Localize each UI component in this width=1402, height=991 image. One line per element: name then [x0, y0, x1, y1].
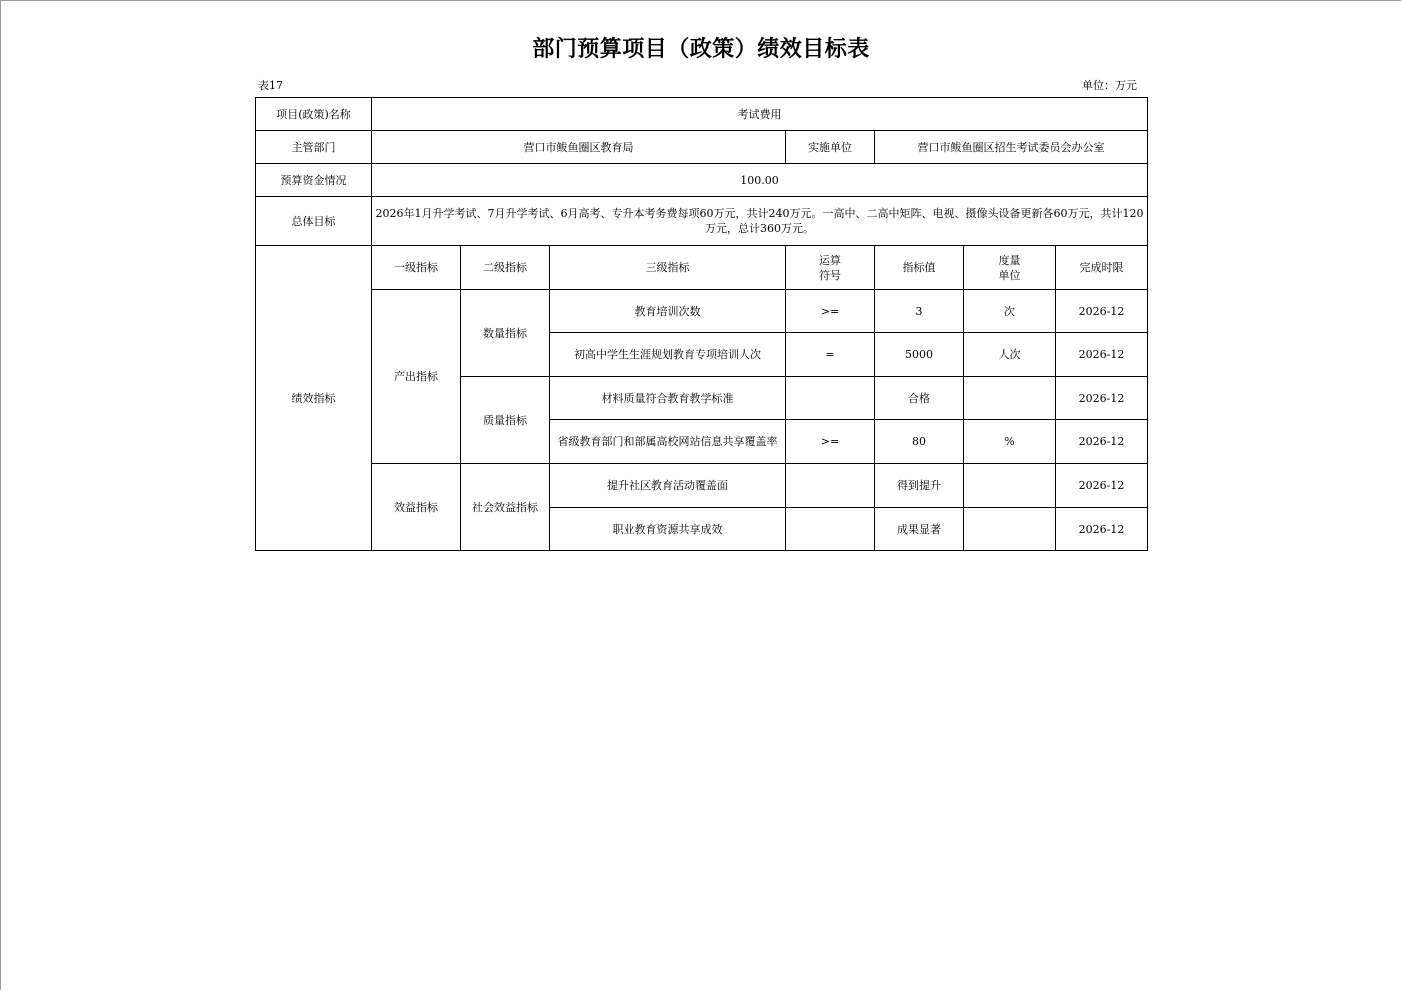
indicator-deadline: 2026-12 — [1056, 290, 1148, 333]
table-number: 表17 — [258, 79, 283, 92]
goal-value: 2026年1月升学考试、7月升学考试、6月高考、专升本考务费每项60万元，共计240万元。一高中、二高中矩阵、电视、摄像头设备更新各60万元，共计120万元，总计360万元。 — [372, 197, 1148, 246]
level2-quality: 质量指标 — [461, 377, 550, 464]
project-name-value: 考试费用 — [372, 98, 1148, 131]
indicator-deadline: 2026-12 — [1056, 333, 1148, 377]
performance-target-table — [255, 97, 1148, 551]
level1-output: 产出指标 — [372, 290, 461, 464]
indicator-name: 省级教育部门和部属高校网站信息共享覆盖率 — [550, 420, 786, 464]
indicator-unit — [964, 377, 1056, 420]
header-operator: 运算 符号 — [786, 246, 875, 290]
table-row — [256, 464, 1148, 508]
budget-label: 预算资金情况 — [256, 164, 372, 197]
indicator-value: 5000 — [875, 333, 964, 377]
header-level2: 二级指标 — [461, 246, 550, 290]
indicator-unit: % — [964, 420, 1056, 464]
header-target-value: 指标值 — [875, 246, 964, 290]
indicator-value: 3 — [875, 290, 964, 333]
level2-quantity: 数量指标 — [461, 290, 550, 377]
indicator-name: 初高中学生生涯规划教育专项培训人次 — [550, 333, 786, 377]
indicator-name: 材料质量符合教育教学标准 — [550, 377, 786, 420]
indicator-operator — [786, 464, 875, 508]
row-goal — [256, 197, 1148, 246]
indicator-name: 提升社区教育活动覆盖面 — [550, 464, 786, 508]
dept-value: 营口市鲅鱼圈区教育局 — [372, 131, 786, 164]
indicator-unit — [964, 508, 1056, 551]
header-deadline: 完成时限 — [1056, 246, 1148, 290]
impl-unit-label: 实施单位 — [786, 131, 875, 164]
level2-social-benefit: 社会效益指标 — [461, 464, 550, 551]
indicator-value: 合格 — [875, 377, 964, 420]
header-level1: 一级指标 — [372, 246, 461, 290]
impl-unit-value: 营口市鲅鱼圈区招生考试委员会办公室 — [875, 131, 1148, 164]
indicator-unit: 人次 — [964, 333, 1056, 377]
row-budget — [256, 164, 1148, 197]
indicator-operator: >= — [786, 290, 875, 333]
page-title: 部门预算项目（政策）绩效目标表 — [532, 37, 870, 62]
indicator-operator: = — [786, 333, 875, 377]
indicator-unit — [964, 464, 1056, 508]
indicator-unit: 次 — [964, 290, 1056, 333]
indicator-value: 80 — [875, 420, 964, 464]
indicator-value: 得到提升 — [875, 464, 964, 508]
project-name-label: 项目(政策)名称 — [256, 98, 372, 131]
indicator-operator — [786, 508, 875, 551]
indicator-value: 成果显著 — [875, 508, 964, 551]
indicator-operator: >= — [786, 420, 875, 464]
table-row — [256, 290, 1148, 333]
indicator-deadline: 2026-12 — [1056, 377, 1148, 420]
level1-benefit: 效益指标 — [372, 464, 461, 551]
indicator-name: 教育培训次数 — [550, 290, 786, 333]
indicator-name: 职业教育资源共享成效 — [550, 508, 786, 551]
indicator-deadline: 2026-12 — [1056, 508, 1148, 551]
budget-value: 100.00 — [372, 164, 1148, 197]
perf-label: 绩效指标 — [256, 246, 372, 551]
header-level3: 三级指标 — [550, 246, 786, 290]
indicator-deadline: 2026-12 — [1056, 420, 1148, 464]
goal-label: 总体目标 — [256, 197, 372, 246]
indicator-deadline: 2026-12 — [1056, 464, 1148, 508]
row-headers — [256, 246, 1148, 290]
unit-label: 单位：万元 — [1082, 79, 1137, 92]
row-project — [256, 98, 1148, 131]
dept-label: 主管部门 — [256, 131, 372, 164]
header-unit: 度量 单位 — [964, 246, 1056, 290]
row-department — [256, 131, 1148, 164]
indicator-operator — [786, 377, 875, 420]
